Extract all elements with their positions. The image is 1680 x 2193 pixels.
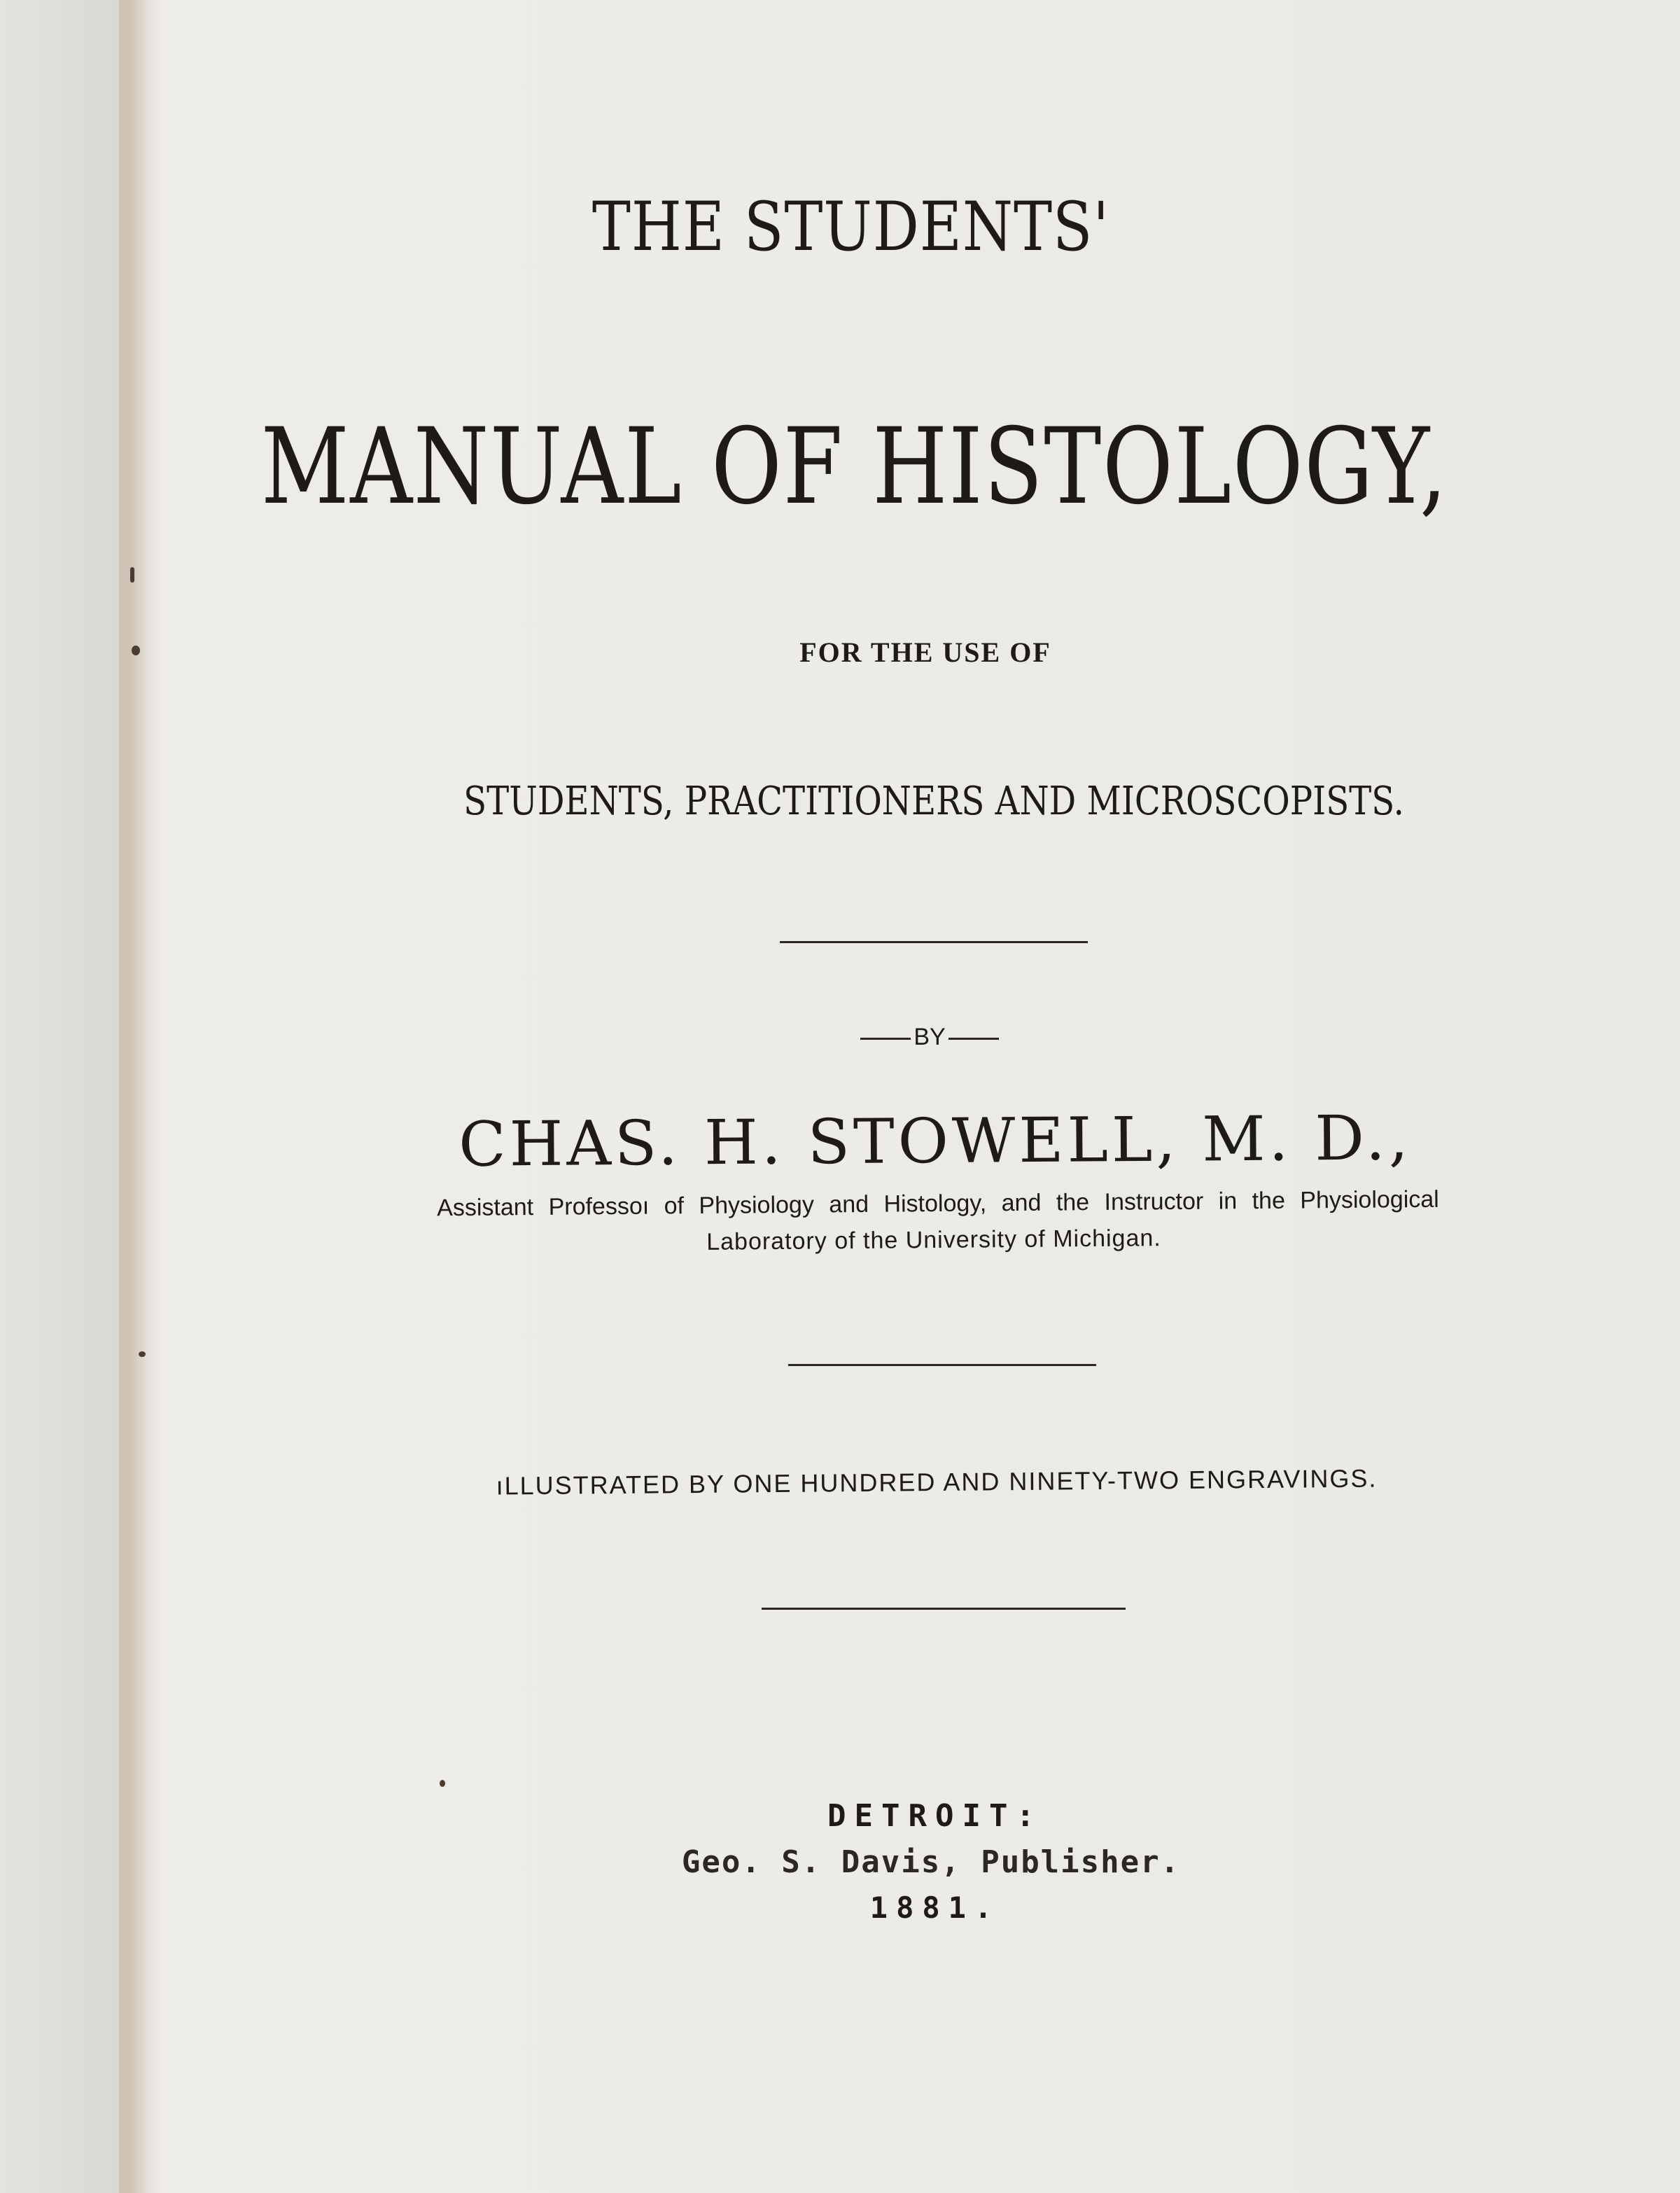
imprint-year: 1881. <box>869 1891 1001 1925</box>
by-line <box>90 1024 1680 1051</box>
dash-right <box>948 1038 999 1040</box>
by-label: BY <box>913 1024 946 1050</box>
illustrations-note: ıLLUSTRATED BY ONE HUNDRED AND NINETY-TWO ENGRAVINGS. <box>496 1463 1378 1501</box>
divider-rule <box>780 941 1088 943</box>
imprint-publisher: Geo. S. Davis, Publisher. <box>681 1844 1181 1880</box>
dash-left <box>860 1038 911 1040</box>
imprint-city: DETROIT: <box>827 1798 1043 1834</box>
title-line-1: THE STUDENTS' <box>592 188 1110 266</box>
audience-line: STUDENTS, PRACTITIONERS AND MICROSCOPISTS. <box>463 779 1404 824</box>
divider-rule <box>788 1364 1096 1366</box>
affiliation-line-1: Assistant Professoı of Physiology and Histology, and the Instructor in the Physiological <box>437 1185 1439 1222</box>
ink-speck <box>139 1351 146 1357</box>
author-name: CHAS. H. STOWELL, M. D., <box>458 1101 1413 1181</box>
affiliation-line-2: Laboratory of the University of Michigan. <box>706 1225 1161 1255</box>
ink-speck <box>130 567 134 583</box>
subtitle-intro: FOR THE USE OF <box>799 636 1051 668</box>
title-line-2: MANUAL OF HISTOLOGY, <box>260 406 1448 528</box>
ink-speck <box>440 1780 445 1787</box>
divider-rule <box>762 1608 1126 1610</box>
